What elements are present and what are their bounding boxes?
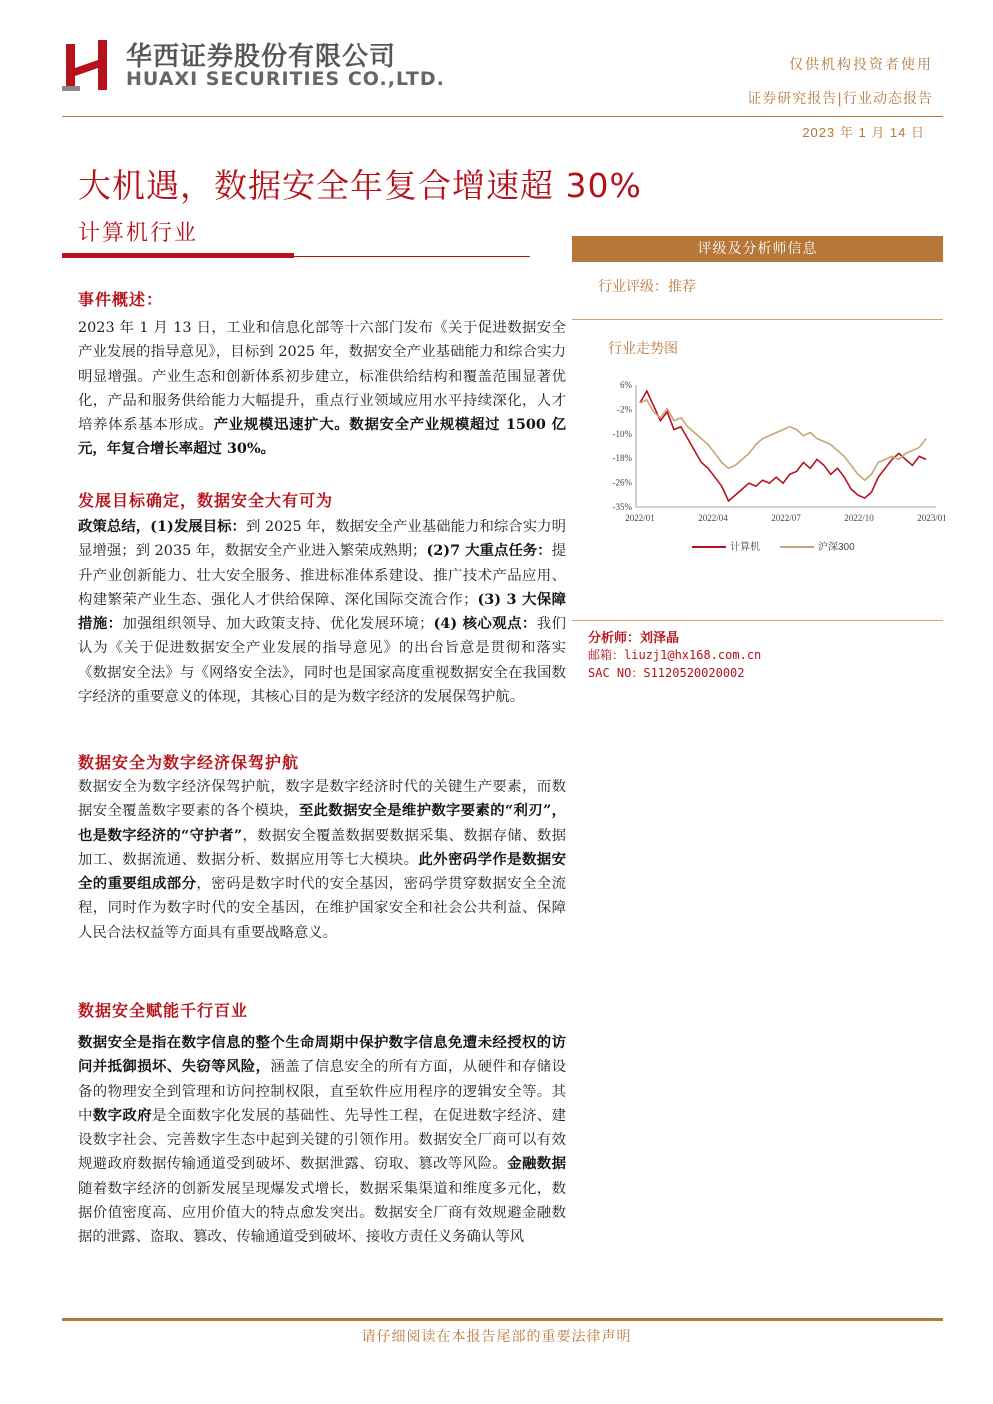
series-line xyxy=(640,400,926,480)
y-tick-label: -26% xyxy=(612,477,632,488)
analyst-name: 分析师：刘泽晶 xyxy=(588,631,680,646)
section-title-event: 事件概述： xyxy=(78,290,164,309)
sidebar-divider xyxy=(572,620,943,621)
paragraph-text: 到 2025 年，数据安全产业基础能力和综合实力明显增强；到 2035 年，数据安全产业进入繁荣成熟期； xyxy=(78,519,566,560)
paragraph-emphasis: 金融数据 xyxy=(507,1155,566,1173)
x-tick-label: 2022/04 xyxy=(698,513,728,523)
report-date: 2023 年 1 月 14 日 xyxy=(802,125,925,140)
x-tick-label: 2023/01 xyxy=(917,513,945,523)
industry-label: 计算机行业 xyxy=(78,221,199,246)
y-tick-label: -35% xyxy=(612,502,632,512)
paragraph-digital-economy xyxy=(78,775,566,945)
paragraph-text: 加强组织领导、加大政策支持、优化发展环境； xyxy=(122,616,434,633)
paragraph-emphasis: 至此数据安全是维护数字要素的“利刃”，也是数字经济的“守护者” xyxy=(78,802,566,844)
section-title-empowerment: 数据安全赋能千行百业 xyxy=(78,1001,249,1020)
section-title-goals: 发展目标确定，数据安全大有可为 xyxy=(78,491,334,510)
y-tick-label: -10% xyxy=(612,428,632,439)
paragraph-emphasis: 数字政府 xyxy=(92,1106,153,1124)
paragraph-text: 随着数字经济的创新发展呈现爆发式增长，数据采集渠道和维度多元化，数据价值密度高、应用价值大的特点愈发突出。数据安全厂商有效规避金融数据的泄露、盗取、篡改、传输通道受到破坏、接收方责任义务确认等风 xyxy=(78,1180,566,1246)
chart-legend xyxy=(692,540,855,553)
chart-series xyxy=(640,391,926,501)
paragraph-emphasis: (2)7 大重点任务： xyxy=(426,542,552,560)
legal-notice: 请仔细阅读在本报告尾部的重要法律声明 xyxy=(361,1329,632,1345)
paragraph-text: 数据安全为数字经济保驾护航，数字是数字经济时代的关键生产要素，而数据安全覆盖数字要素的各个模块， xyxy=(78,779,566,820)
section-title-digital-economy: 数据安全为数字经济保驾护航 xyxy=(78,753,300,772)
paragraph-text: ，数据安全覆盖数据要数据采集、数据存储、数据加工、数据流通、数据分析、数据应用等七大模块。 xyxy=(78,827,566,868)
company-name-cn: 华西证券股份有限公司 xyxy=(126,42,397,72)
paragraph-emphasis: (4) 核心观点： xyxy=(433,615,537,633)
x-tick-label: 2022/07 xyxy=(771,513,801,523)
paragraph-policy xyxy=(78,515,566,709)
chart-axes xyxy=(613,380,946,523)
y-tick-label: -18% xyxy=(612,453,632,464)
industry-trend-chart xyxy=(600,370,945,560)
x-tick-label: 2022/01 xyxy=(625,513,655,523)
paragraph-emphasis: 数据安全是指在数字信息的整个生命周期中保护数字信息免遭未经授权的访问并抵御损坏、失窃等风险， xyxy=(78,1034,566,1076)
paragraph-emphasis: 产业规模迅速扩大。数据安全产业规模超过 1500 亿元，年复合增长率超过 30%。 xyxy=(78,416,566,458)
paragraph-emphasis: 政策总结，(1)发展目标： xyxy=(78,518,246,535)
rating-analyst-header: 评级及分析师信息 xyxy=(572,236,943,262)
legend-label: 沪深300 xyxy=(818,542,855,553)
analyst-email: 邮箱：liuzj1@hx168.com.cn xyxy=(588,648,762,662)
y-tick-label: -2% xyxy=(617,404,632,415)
paragraph-text: 提升产业创新能力、壮大安全服务、推进标准体系建设、推广技术产品应用、构建繁荣产业生态、强化人才供给保障、深化国际交流合作； xyxy=(78,543,567,608)
paragraph-emphasis: (3) 3 大保障措施： xyxy=(78,590,566,633)
paragraph-text: ，密码是数字时代的安全基因，密码学贯穿数据安全全流程，同时作为数字时代的安全基因，在维护国家安全和社会公共利益、保障人民合法权益等方面具有重要战略意义。 xyxy=(78,876,566,941)
company-logo xyxy=(62,38,114,94)
title-accent-bar xyxy=(62,253,294,258)
paragraph-emphasis: 此外密码学作是数据安全的重要组成部分 xyxy=(78,850,566,893)
sidebar-divider xyxy=(572,319,943,320)
paragraph-text: 是全面数字化发展的基础性、先导性工程，在促进数字经济、建设数字社会、完善数字生态中起到关键的引领作用。数据安全厂商可以有效规避政府数据传输通道受到破坏、数据泄露、窃取、篡改等风险。 xyxy=(78,1107,566,1173)
company-name-en: HUAXI SECURITIES CO.,LTD. xyxy=(126,68,445,90)
paragraph-text: 我们认为《关于促进数据安全产业发展的指导意见》的出台旨意是贯彻和落实《数据安全法》与《网络安全法》，同时也是国家高度重视数据安全在我国数字经济的重要意义的体现，其核心目的是为数字经济的发展保驾护航。 xyxy=(78,616,566,706)
investor-notice: 仅供机构投资者使用 xyxy=(789,57,933,73)
y-tick-label: 6% xyxy=(620,380,632,390)
paragraph-empowerment xyxy=(78,1031,566,1250)
series-line xyxy=(640,391,926,501)
legend-label: 计算机 xyxy=(730,542,760,553)
header-divider xyxy=(62,116,943,117)
report-title: 大机遇，数据安全年复合增速超 30% xyxy=(78,166,642,205)
paragraph-text: 2023 年 1 月 13 日，工业和信息化部等十六部门发布《关于促进数据安全产业发展的指导意见》，目标到 2025 年，数据安全产业基础能力和综合实力明显增强。产业生态和创新体系初步建立，标准供给结构和覆盖范围显著优化，产品和服务供给能力大幅提升，重点行业领域应用水平持续深化，人才培养体系基本形成。 xyxy=(78,320,566,434)
industry-rating: 行业评级：推荐 xyxy=(598,279,696,295)
title-underline xyxy=(294,256,530,257)
paragraph-event xyxy=(78,316,566,462)
report-type: 证券研究报告|行业动态报告 xyxy=(747,91,933,107)
footer-divider xyxy=(62,1318,943,1321)
analyst-sac-number: SAC NO：S1120520020002 xyxy=(588,666,745,680)
x-tick-label: 2022/10 xyxy=(844,513,874,523)
trend-chart-label: 行业走势图 xyxy=(608,341,678,357)
paragraph-text: 涵盖了信息安全的所有方面，从硬件和存储设备的物理安全到管理和访问控制权限，直至软件应用程序的逻辑安全等。其中 xyxy=(78,1059,566,1124)
